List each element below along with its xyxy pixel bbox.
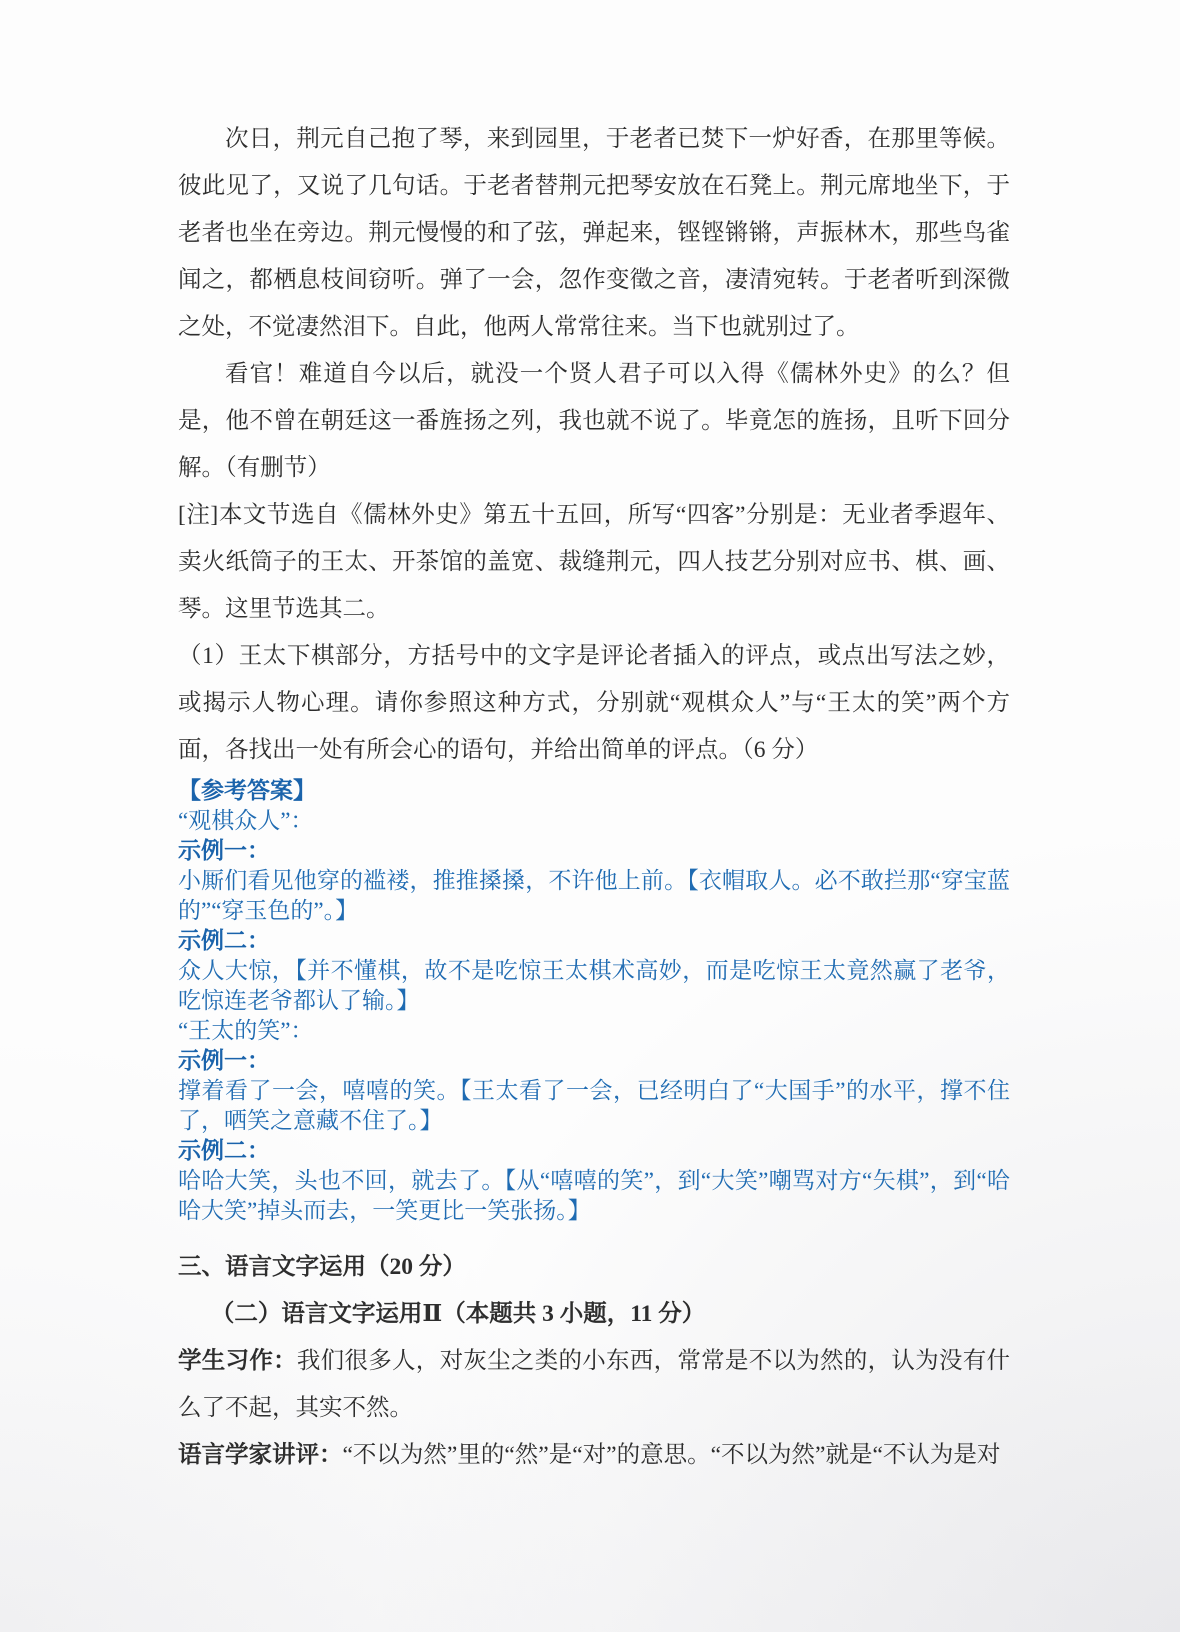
section-three-subheading: （二）语言文字运用Ⅱ（本题共 3 小题，11 分） [210,1301,706,1327]
question-1-paragraph: （1）王太下棋部分，方括号中的文字是评论者插入的评点，或点出写法之妙，或揭示人物心理。请你参照这种方式，分别就“观棋众人”与“王太的笑”两个方面，各找出一处有所会心的语句，并给出简单的评点。（6 分） [178,643,1010,763]
section-three-heading: 三、语言文字运用（20 分） [178,1254,466,1280]
passage-paragraph-2: 看官！难道自今以后，就没一个贤人君子可以入得《儒林外史》的么？但是，他不曾在朝廷这一番旌扬之列，我也就不说了。毕竟怎的旌扬，且听下回分解。（有删节） [178,361,1010,481]
answer-example-label: 示例二： [178,1138,270,1163]
reference-answer-block [178,776,1010,1226]
source-note-paragraph: [注]本文节选自《儒林外史》第五十五回，所写“四客”分别是：无业者季遐年、卖火纸筒子的王太、开茶馆的盖宽、裁缝荆元，四人技艺分别对应书、棋、画、琴。这里节选其二。 [178,502,1010,622]
answer-example-text: 哈哈大笑，头也不回，就去了。【从“嘻嘻的笑”，到“大笑”嘲骂对方“矢棋”，到“哈哈大笑”掉头而去，一笑更比一笑张扬。】 [178,1168,1010,1223]
linguist-comment-text: “不以为然”里的“然”是“对”的意思。“不以为然”就是“不认为是对 [342,1442,1001,1468]
answer-example-label: 示例一： [178,1048,270,1073]
student-writing-label: 学生习作： [178,1348,297,1374]
answer-aspect-title: “观棋众人”： [178,808,314,833]
passage-paragraph-1: 次日，荆元自己抱了琴，来到园里，于老者已焚下一炉好香，在那里等候。彼此见了，又说了几句话。于老者替荆元把琴安放在石凳上。荆元席地坐下，于老者也坐在旁边。荆元慢慢的和了弦，弹起来，铿铿锵锵，声振林木，那些鸟雀闻之，都栖息枝间窃听。弹了一会，忽作变徵之音，凄清宛转。于老者听到深微之处，不觉凄然泪下。自此，他两人常常往来。当下也就别过了。 [178,126,1010,340]
reference-answer-header: 【参考答案】 [178,778,316,803]
student-writing-paragraph [178,1338,1010,1432]
answer-example-label: 示例一： [178,838,270,863]
linguist-comment-label: 语言学家讲评： [178,1442,343,1468]
answer-example-text: 撑着看了一会，嘻嘻的笑。【王太看了一会，已经明白了“大国手”的水平，撑不住了，哂笑之意藏不住了。】 [178,1078,1010,1133]
answer-aspect-title: “王太的笑”： [178,1018,314,1043]
answer-example-text: 众人大惊，【并不懂棋，故不是吃惊王太棋术高妙，而是吃惊王太竟然赢了老爷，吃惊连老爷都认了输。】 [178,958,1010,1013]
answer-example-label: 示例二： [178,928,270,953]
answer-example-text: 小厮们看见他穿的褴褛，推推搡搡，不许他上前。【衣帽取人。必不敢拦那“穿宝蓝的”“穿玉色的”。】 [178,868,1010,923]
student-writing-text: 我们很多人，对灰尘之类的小东西，常常是不以为然的，认为没有什么了不起，其实不然。 [178,1348,1011,1421]
linguist-comment-paragraph [178,1432,1010,1479]
